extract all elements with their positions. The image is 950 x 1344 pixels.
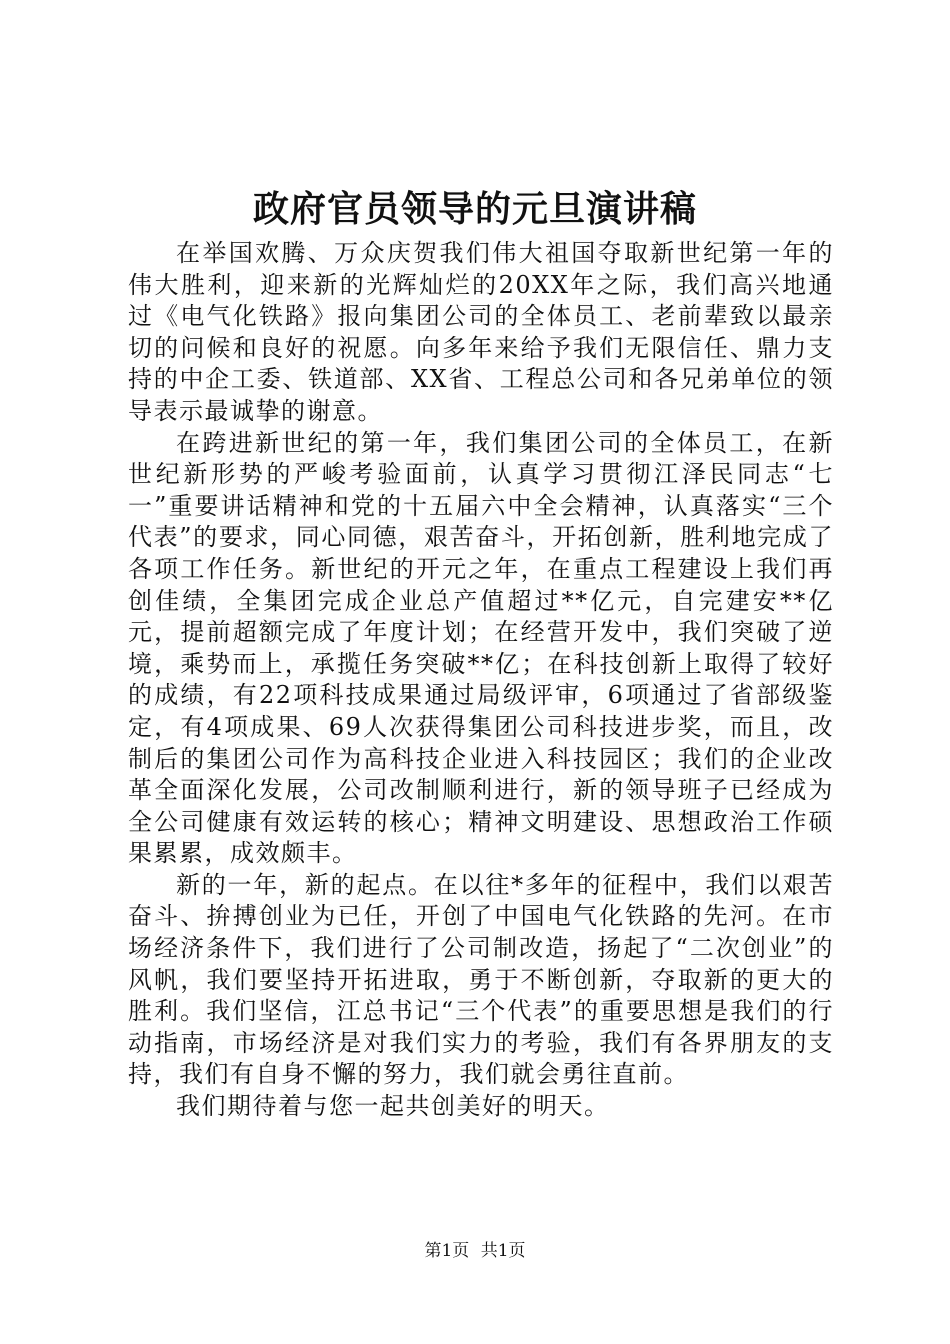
page-number: 第1页 [424, 1241, 470, 1261]
page-total: 共1页 [480, 1241, 526, 1261]
paragraph-2: 在跨进新世纪的第一年，我们集团公司的全体员工，在新世纪新形势的严峻考验面前，认真学习贯彻江泽民同志“七一”重要讲话精神和党的十五届六中全会精神，认真落实“三个代表”的要求，同心同德，艰苦奋斗，开拓创新，胜利地完成了各项工作任务。新世纪的开元之年，在重点工程建设上我们再创佳绩，全集团完成企业总产值超过**亿元，自完建安**亿元，提前超额完成了年度计划；在经营开发中，我们突破了逆境，乘势而上，承揽任务突破**亿；在科技创新上取得了较好的成绩，有22项科技成果通过局级评审，6项通过了省部级鉴定，有4项成果、69人次获得集团公司科技进步奖，而且，改制后的集团公司作为高科技企业进入科技园区；我们的企业改革全面深化发展，公司改制顺利进行，新的领导班子已经成为全公司健康有效运转的核心；精神文明建设、思想政治工作硕果累累，成效颇丰。 [128, 428, 834, 868]
paragraph-1: 在举国欢腾、万众庆贺我们伟大祖国夺取新世纪第一年的伟大胜利，迎来新的光辉灿烂的20XX年之际，我们高兴地通过《电气化铁路》报向集团公司的全体员工、老前辈致以最亲切的问候和良好的祝愿。向多年来给予我们无限信任、鼎力支持的中企工委、铁道部、XX省、工程总公司和各兄弟单位的领导表示最诚挚的谢意。 [128, 239, 834, 425]
document-title: 政府官员领导的元旦演讲稿 [252, 188, 697, 230]
page-footer [0, 1239, 950, 1263]
paragraph-4: 我们期待着与您一起共创美好的明天。 [176, 1092, 610, 1121]
document-body [128, 238, 834, 1123]
paragraph-3: 新的一年，新的起点。在以往*多年的征程中，我们以艰苦奋斗、拚搏创业为已任，开创了中国电气化铁路的先河。在市场经济条件下，我们进行了公司制改造，扬起了“二次创业”的风帆，我们要坚持开拓进取，勇于不断创新，夺取新的更大的胜利。我们坚信，江总书记“三个代表”的重要思想是我们的行动指南，市场经济是对我们实力的考验，我们有各界朋友的支持，我们有自身不懈的努力，我们就会勇往直前。 [128, 870, 834, 1089]
